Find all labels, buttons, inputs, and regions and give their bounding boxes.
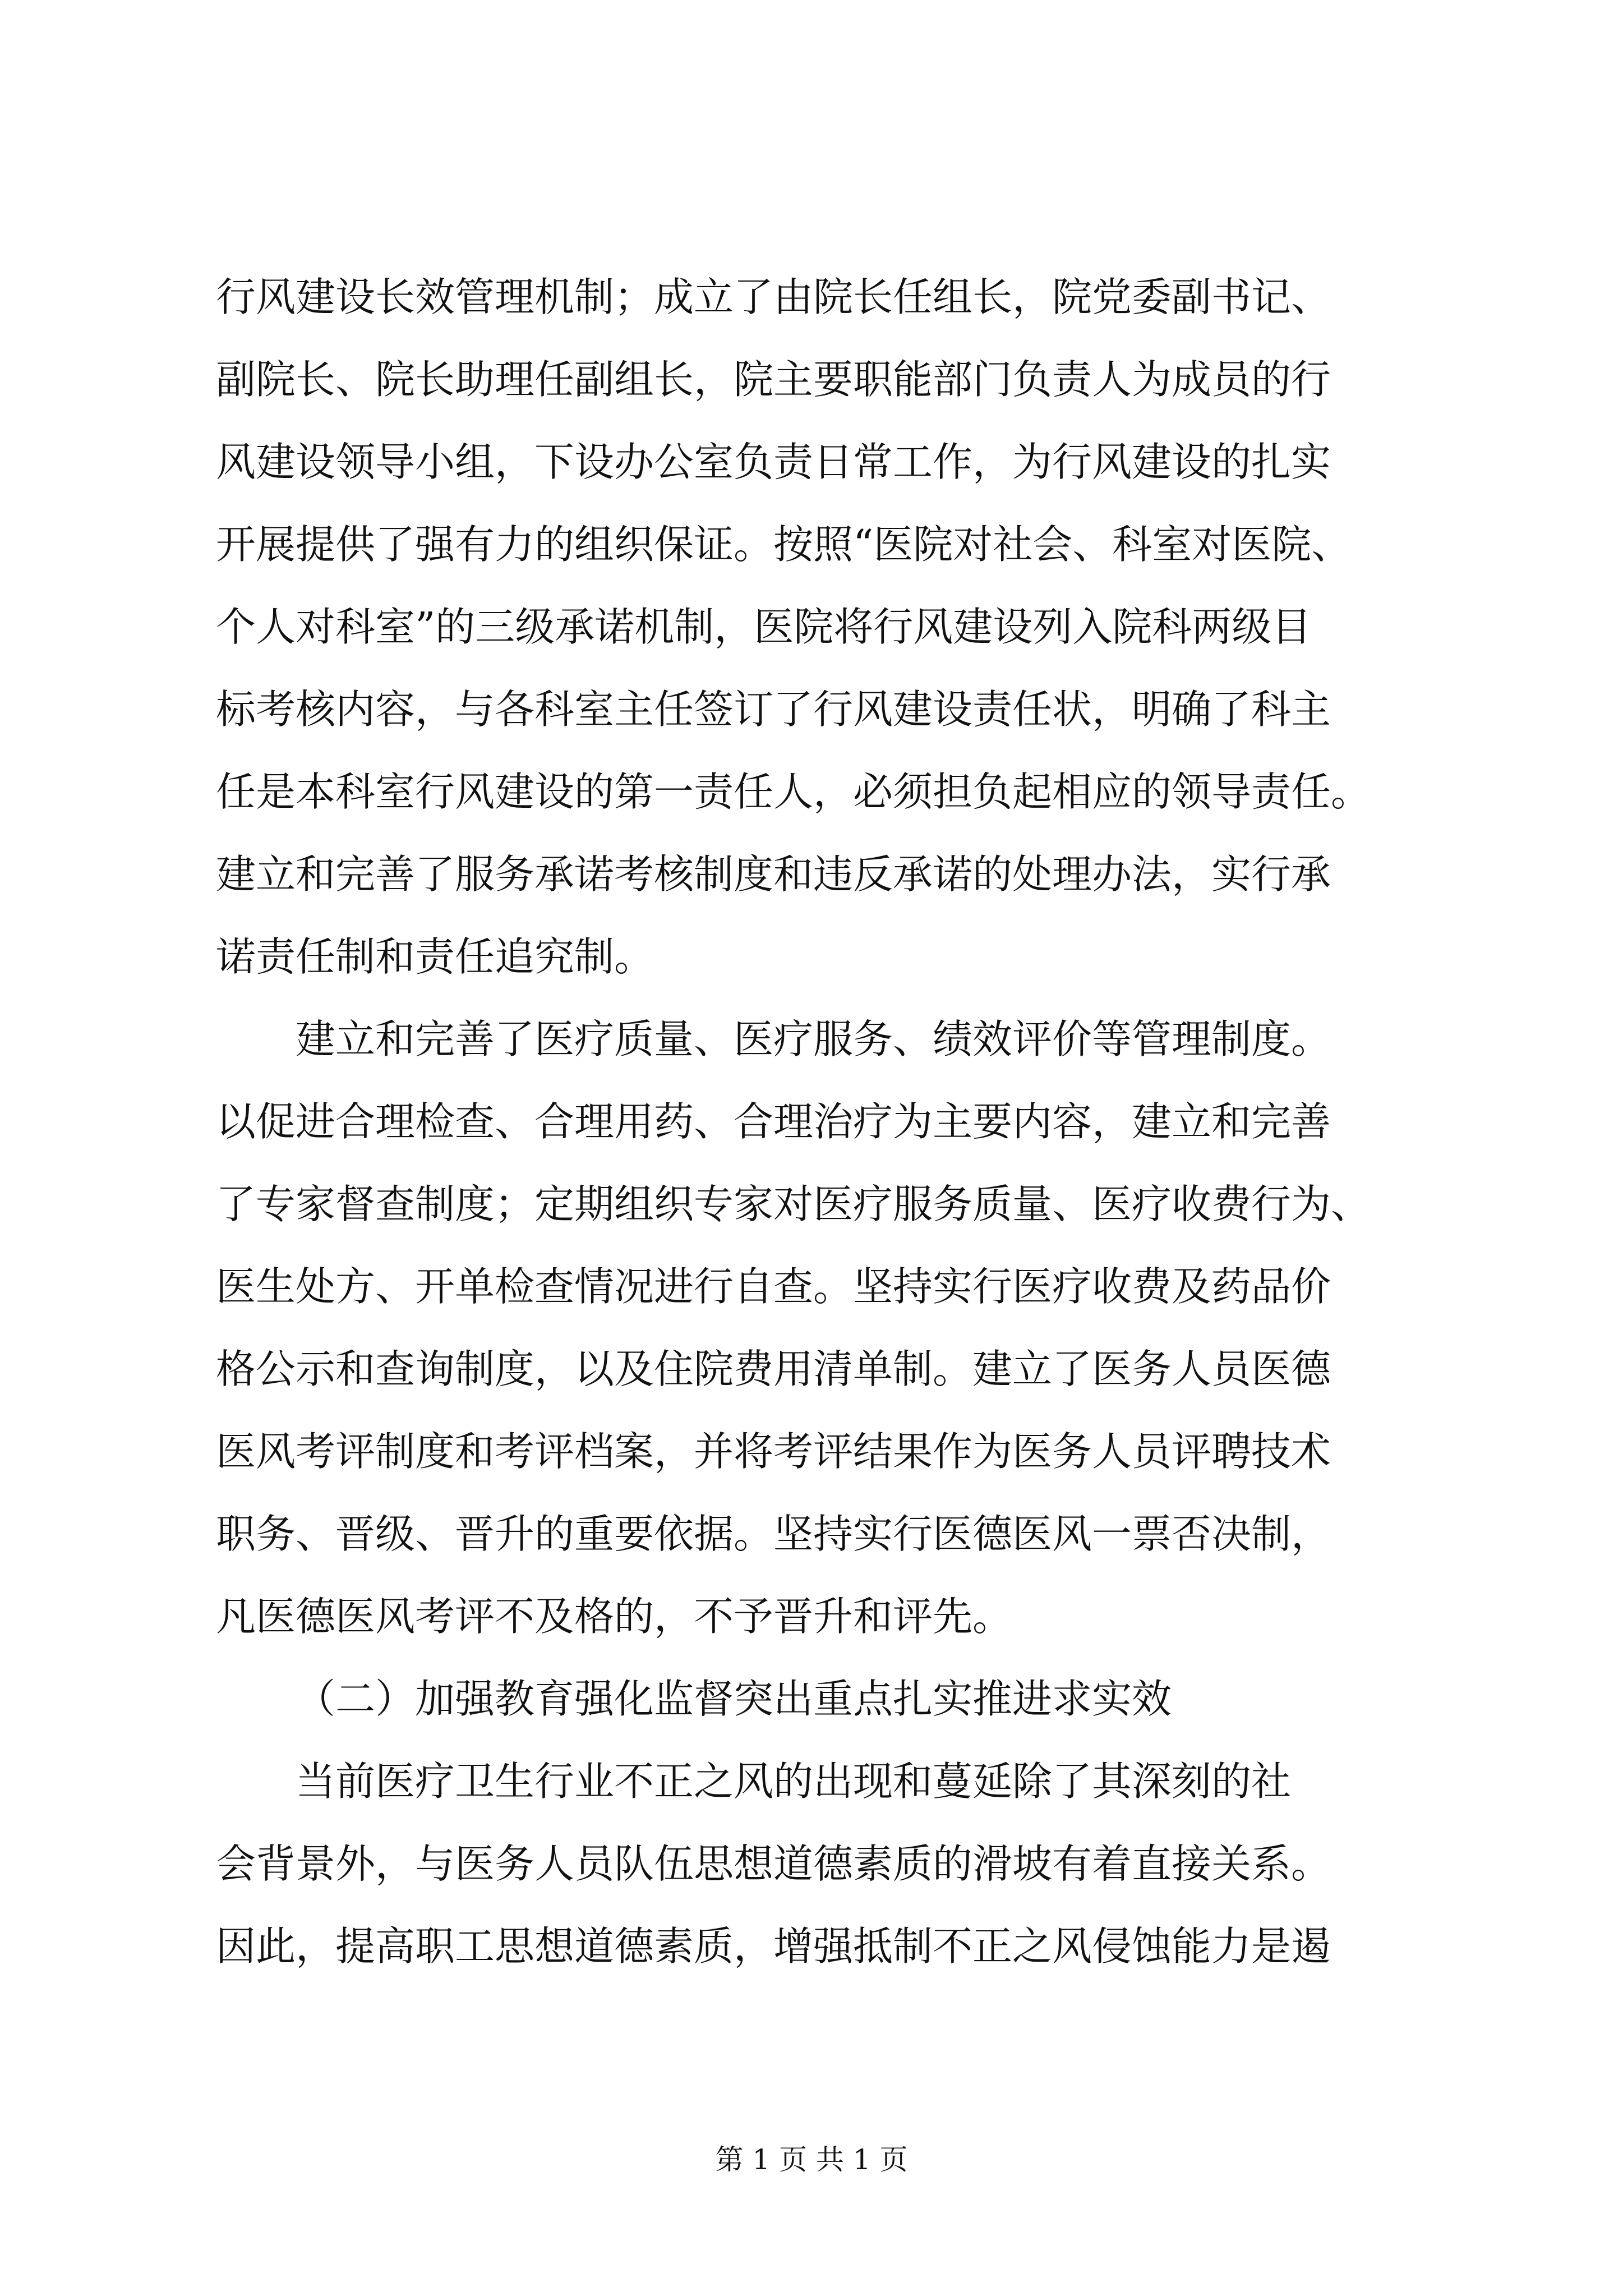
- text-line: 标考核内容，与各科室主任签订了行风建设责任状，明确了科主: [216, 686, 1331, 733]
- text-line: 开展提供了强有力的组织保证。按照“医院对社会、科室对医院、: [216, 521, 1352, 568]
- text-line: 职务、晋级、晋升的重要依据。坚持实行医德医风一票否决制，: [216, 1511, 1331, 1557]
- text-line: 了专家督查制度；定期组织专家对医疗服务质量、医疗收费行为、: [216, 1181, 1371, 1227]
- section-heading: （二）加强教育强化监督突出重点扎实推进求实效: [296, 1676, 1172, 1722]
- page-footer: 第 1 页 共 1 页: [715, 2143, 908, 2176]
- text-line: 风建设领导小组，下设办公室负责日常工作，为行风建设的扎实: [216, 439, 1331, 485]
- text-line: 诺责任制和责任追究制。: [216, 933, 654, 980]
- paragraph-first-line: 建立和完善了医疗质量、医疗服务、绩效评价等管理制度。: [296, 1016, 1331, 1062]
- text-line: 建立和完善了服务承诺考核制度和违反承诺的处理办法，实行承: [216, 851, 1331, 898]
- text-line: 个人对科室”的三级承诺机制，医院将行风建设列入院科两级目: [216, 604, 1312, 650]
- text-line: 格公示和查询制度，以及住院费用清单制。建立了医务人员医德: [216, 1346, 1331, 1392]
- text-line: 因此，提高职工思想道德素质，增强抵制不正之风侵蚀能力是遏: [216, 1923, 1331, 1970]
- text-line: 以促进合理检查、合理用药、合理治疗为主要内容，建立和完善: [216, 1098, 1331, 1145]
- text-line: 医风考评制度和考评档案，并将考评结果作为医务人员评聘技术: [216, 1428, 1331, 1475]
- text-line: 任是本科室行风建设的第一责任人，必须担负起相应的领导责任。: [216, 769, 1371, 815]
- text-line: 副院长、院长助理任副组长，院主要职能部门负责人为成员的行: [216, 356, 1331, 403]
- text-line: 凡医德医风考评不及格的，不予晋升和评先。: [216, 1593, 1013, 1640]
- text-line: 医生处方、开单检查情况进行自查。坚持实行医疗收费及药品价: [216, 1263, 1331, 1310]
- text-line: 行风建设长效管理机制；成立了由院长任组长，院党委副书记、: [216, 274, 1331, 320]
- text-line: 会背景外，与医务人员队伍思想道德素质的滑坡有着直接关系。: [216, 1841, 1331, 1887]
- paragraph-first-line: 当前医疗卫生行业不正之风的出现和蔓延除了其深刻的社: [296, 1758, 1292, 1805]
